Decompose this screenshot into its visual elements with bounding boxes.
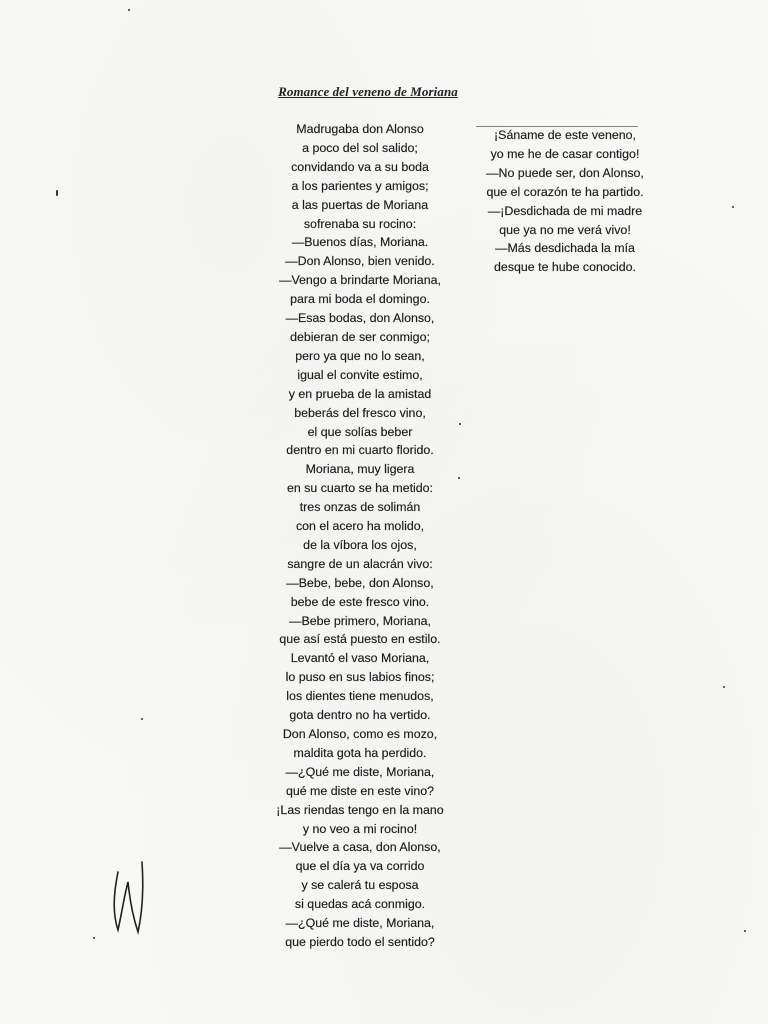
poem-line: de la víbora los ojos, bbox=[303, 537, 417, 552]
poem-line: y se calerá tu esposa bbox=[301, 878, 419, 893]
poem-line: si quedas acá conmigo. bbox=[294, 897, 426, 912]
poem-line: que ya no me verá vivo! bbox=[499, 222, 631, 237]
poem-line: a poco del sol salido; bbox=[302, 140, 418, 155]
poem-line: desque te hube conocido. bbox=[494, 260, 636, 275]
poem-line: a los parientes y amigos; bbox=[291, 178, 429, 193]
poem-line: pero ya que no lo sean, bbox=[295, 348, 425, 363]
scan-speck bbox=[744, 930, 746, 932]
poem-line: maldita gota ha perdido. bbox=[293, 745, 427, 760]
poem-line: el que solías beber bbox=[307, 424, 413, 439]
poem-line: para mi boda el domingo. bbox=[290, 292, 430, 307]
poem-left-column bbox=[255, 120, 465, 952]
poem-line: —Buenos días, Moriana. bbox=[291, 235, 429, 250]
poem-line: beberás del fresco vino, bbox=[294, 405, 426, 420]
poem-line: —Bebe, bebe, don Alonso, bbox=[286, 575, 434, 590]
poem-line: convidando va a su boda bbox=[291, 159, 429, 174]
poem-line: —¿Qué me diste, Moriana, bbox=[285, 916, 435, 931]
poem-line: Madrugaba don Alonso bbox=[296, 122, 424, 136]
poem-line: yo me he de casar contigo! bbox=[490, 146, 640, 161]
poem-line: bebe de este fresco vino. bbox=[290, 594, 430, 609]
poem-line: Levantó el vaso Moriana, bbox=[290, 651, 430, 666]
poem-line: —Don Alonso, bien venido. bbox=[285, 254, 435, 269]
scan-speck bbox=[93, 937, 95, 939]
poem-line: a las puertas de Moriana bbox=[291, 197, 429, 212]
poem-line: —Esas bodas, don Alonso, bbox=[285, 311, 435, 326]
poem-line: qué me diste en este vino? bbox=[285, 783, 435, 798]
poem-line: sofrenaba su rocino: bbox=[303, 216, 417, 231]
poem-line: dentro en mi cuarto florido. bbox=[286, 443, 434, 458]
poem-line: ¡Las riendas tengo en la mano bbox=[276, 802, 444, 817]
poem-line: sangre de un alacrán vivo: bbox=[287, 556, 433, 571]
poem-line: y no veo a mi rocino! bbox=[302, 821, 418, 836]
poem-line: —¿Qué me diste, Moriana, bbox=[285, 764, 435, 779]
poem-line: lo puso en sus labios finos; bbox=[285, 670, 435, 685]
poem-line: —Bebe primero, Moriana, bbox=[289, 613, 431, 628]
poem-line: igual el convite estimo, bbox=[297, 367, 423, 382]
poem-line: —Vuelve a casa, don Alonso, bbox=[279, 840, 441, 855]
scan-speck bbox=[723, 686, 725, 688]
poem-line: que pierdo todo el sentido? bbox=[285, 934, 435, 949]
poem-line: Moriana, muy ligera bbox=[305, 462, 415, 477]
handwritten-mark bbox=[104, 852, 154, 942]
poem-title: Romance del veneno de Moriana bbox=[278, 84, 458, 99]
poem-line: —Vengo a brindarte Moriana, bbox=[279, 273, 441, 288]
poem-line: —No puede ser, don Alonso, bbox=[486, 165, 644, 180]
poem-line: que el corazón te ha partido. bbox=[486, 184, 644, 199]
scan-speck bbox=[458, 477, 460, 479]
poem-line: Don Alonso, como es mozo, bbox=[282, 727, 438, 741]
poem-line: con el acero ha molido, bbox=[295, 519, 425, 534]
poem-line: —¡Desdichada de mi madre bbox=[487, 203, 643, 218]
scan-speck bbox=[459, 423, 461, 425]
poem-line: y en prueba de la amistad bbox=[288, 386, 432, 401]
scan-speck bbox=[732, 206, 734, 208]
poem-line: tres onzas de solimán bbox=[299, 500, 421, 515]
poem-right-column bbox=[470, 126, 660, 277]
poem-line: que el día ya va corrido bbox=[295, 859, 425, 874]
scan-speck bbox=[128, 9, 130, 11]
scan-speck bbox=[56, 190, 58, 196]
poem-line: ¡Sáname de este veneno, bbox=[494, 128, 636, 142]
scan-speck bbox=[141, 718, 143, 720]
poem-line: gota dentro no ha vertido. bbox=[289, 708, 431, 723]
poem-line: debieran de ser conmigo; bbox=[290, 329, 430, 344]
poem-line: los dientes tiene menudos, bbox=[286, 689, 434, 704]
poem-line: en su cuarto se ha metido: bbox=[286, 481, 434, 496]
poem-line: —Más desdichada la mía bbox=[495, 241, 635, 256]
poem-line: que así está puesto en estilo. bbox=[279, 632, 441, 647]
